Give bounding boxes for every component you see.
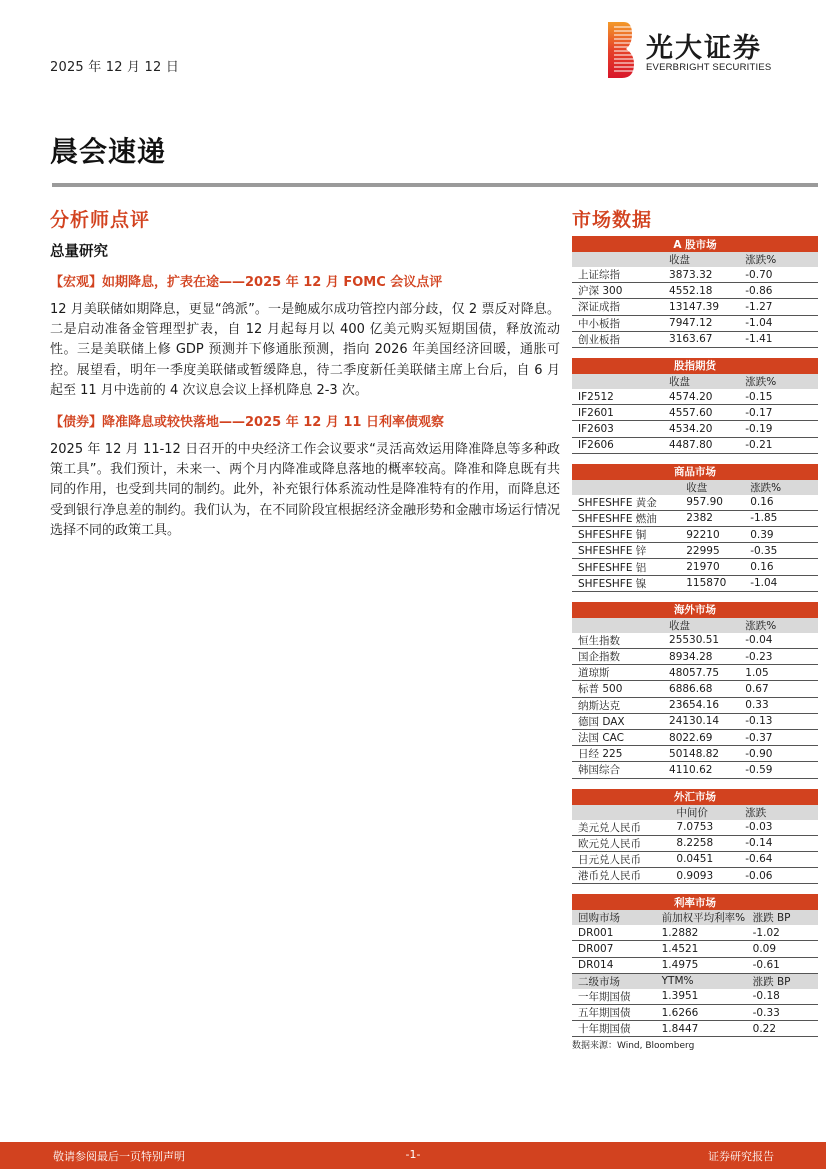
logo-chinese-name: 光大证券: [646, 33, 762, 64]
row-value: 1.4975: [656, 957, 747, 973]
row-change: -1.85: [744, 510, 818, 526]
row-value: 1.2882: [656, 925, 747, 941]
row-label: 日元兑人民币: [572, 851, 670, 867]
header-cell: 回购市场: [572, 910, 656, 925]
row-label: 深证成指: [572, 299, 663, 315]
row-label: 五年期国债: [572, 1005, 656, 1021]
row-change: -0.21: [739, 437, 818, 453]
row-value: 3873.32: [663, 267, 739, 283]
header-cell: [572, 374, 663, 389]
row-label: 欧元兑人民币: [572, 835, 670, 851]
commodities-caption: 商品市场: [572, 464, 818, 480]
commodities-table: [572, 464, 818, 592]
row-change: -0.70: [739, 267, 818, 283]
market-data-panel: [572, 205, 818, 1051]
row-value: 3163.67: [663, 331, 739, 347]
header-cell: [572, 805, 670, 820]
table-row: [572, 267, 818, 283]
rates-caption: 利率市场: [572, 894, 818, 910]
row-value: 25530.51: [663, 633, 739, 649]
row-label: SHFESHFE 黄金: [572, 495, 680, 511]
row-value: 1.4521: [656, 941, 747, 957]
row-label: 恒生指数: [572, 633, 663, 649]
a-share-caption: A 股市场: [572, 236, 818, 252]
row-value: 8.2258: [670, 835, 739, 851]
table-row: [572, 437, 818, 453]
header-cell: YTM%: [656, 973, 747, 989]
row-label: DR001: [572, 925, 656, 941]
row-change: -0.37: [739, 729, 818, 745]
overseas-caption: 海外市场: [572, 602, 818, 618]
index-futures-table: [572, 358, 818, 454]
row-label: SHFESHFE 锌: [572, 543, 680, 559]
header-cell: 收盘: [663, 252, 739, 267]
row-change: 0.33: [739, 697, 818, 713]
row-change: -0.59: [739, 762, 818, 778]
table-row: [572, 633, 818, 649]
row-change: -1.41: [739, 331, 818, 347]
header-cell: 涨跌 BP: [747, 973, 818, 989]
row-value: 0.9093: [670, 868, 739, 884]
row-change: -1.04: [744, 575, 818, 591]
table-row: [572, 575, 818, 591]
article-title-bond[interactable]: 【债券】降准降息或较快落地——2025 年 12 月 11 日利率债观察: [50, 415, 444, 431]
row-label: 上证综指: [572, 267, 663, 283]
header-cell: [572, 252, 663, 267]
row-label: 沪深 300: [572, 283, 663, 299]
table-row: [572, 697, 818, 713]
rates-table: [572, 894, 818, 1037]
row-change: -0.17: [739, 405, 818, 421]
row-value: 6886.68: [663, 681, 739, 697]
row-change: -0.04: [739, 633, 818, 649]
row-label: 法国 CAC: [572, 729, 663, 745]
row-label: 创业板指: [572, 331, 663, 347]
row-label: SHFESHFE 铜: [572, 527, 680, 543]
row-value: 4574.20: [663, 389, 739, 405]
article-body-bond: 2025 年 12 月 11-12 日召开的中央经济工作会议要求“灵活高效运用降准降息等多种政策工具”。我们预计，未来一、两个月内降准或降息落地的概率较高。降准和降息既有共同的作用，也受到共同的制约。此外，补充银行体系流动性是降准特有的作用，而降息还受到银行净息差的制约。我们认为，在不同阶段宜根据经济金融形势和金融市场运行情况选择不同的政策工具。: [50, 442, 560, 538]
row-change: -0.61: [747, 957, 818, 973]
table-row: [572, 559, 818, 575]
table-row: [572, 851, 818, 867]
table-row: [572, 820, 818, 836]
header-cell: 涨跌%: [744, 480, 818, 495]
row-label: IF2512: [572, 389, 663, 405]
row-value: 8934.28: [663, 649, 739, 665]
row-label: 德国 DAX: [572, 713, 663, 729]
row-value: 22995: [680, 543, 744, 559]
header-cell: 收盘: [663, 374, 739, 389]
row-value: 21970: [680, 559, 744, 575]
footer-report-type: 证券研究报告: [708, 1150, 774, 1163]
footer-disclaimer-link[interactable]: 敬请参阅最后一页特别声明: [53, 1150, 185, 1163]
header-cell: 收盘: [680, 480, 744, 495]
row-value: 4110.62: [663, 762, 739, 778]
header-cell: 中间价: [670, 805, 739, 820]
row-change: -0.15: [739, 389, 818, 405]
row-label: 纳斯达克: [572, 697, 663, 713]
fx-table: [572, 789, 818, 885]
row-change: -0.18: [747, 989, 818, 1005]
row-label: 韩国综合: [572, 762, 663, 778]
article-body-macro: 12 月美联储如期降息，更显“鸽派”。一是鲍威尔成功管控内部分歧，仅 2 票反对降息。二是启动准备金管理型扩表，自 12 月起每月以 400 亿美元购买短期国债，释放流动性。三是美联储上修 GDP 预测并下修通胀预测，指向 2026 年美国经济回暖，通胀可控。展望看，明年一季度美联储或暂缓降息，待二季度新任美联储主席上台后，自 6 月起至 11 月中选前的 4 次议息会议上择机降息 2-3 次。: [50, 302, 560, 398]
row-label: IF2606: [572, 437, 663, 453]
header-cell: 前加权平均利率%: [656, 910, 747, 925]
market-section-title: 市场数据: [572, 209, 653, 231]
macro-research-subtitle: 总量研究: [50, 244, 108, 260]
a-share-table: [572, 236, 818, 348]
table-row: [572, 729, 818, 745]
row-change: 0.22: [747, 1021, 818, 1037]
row-value: 8022.69: [663, 729, 739, 745]
table-row: [572, 762, 818, 778]
row-label: SHFESHFE 铝: [572, 559, 680, 575]
row-value: 50148.82: [663, 746, 739, 762]
table-row: [572, 283, 818, 299]
row-value: 1.3951: [656, 989, 747, 1005]
table-row: [572, 649, 818, 665]
analyst-commentary: [50, 205, 560, 551]
row-label: 一年期国债: [572, 989, 656, 1005]
row-value: 1.8447: [656, 1021, 747, 1037]
report-date: 2025 年 12 月 12 日: [50, 60, 180, 75]
index-futures-caption: 股指期货: [572, 358, 818, 374]
page-footer: [0, 1142, 826, 1169]
row-label: 港币兑人民币: [572, 868, 670, 884]
row-value: 957.90: [680, 495, 744, 511]
everbright-logo-icon: [608, 22, 634, 78]
row-label: DR014: [572, 957, 656, 973]
row-change: -0.13: [739, 713, 818, 729]
header-cell: 涨跌%: [739, 374, 818, 389]
row-change: -0.33: [747, 1005, 818, 1021]
row-value: 4534.20: [663, 421, 739, 437]
header-cell: 收盘: [663, 618, 739, 633]
table-row: [572, 299, 818, 315]
row-value: 24130.14: [663, 713, 739, 729]
table-row: [572, 495, 818, 511]
row-value: 7947.12: [663, 315, 739, 331]
row-change: 0.16: [744, 559, 818, 575]
row-change: -0.35: [744, 543, 818, 559]
table-row: [572, 421, 818, 437]
row-value: 115870: [680, 575, 744, 591]
row-label: 国企指数: [572, 649, 663, 665]
row-change: -1.27: [739, 299, 818, 315]
overseas-table: [572, 602, 818, 779]
header-cell: 涨跌: [739, 805, 818, 820]
table-row: [572, 746, 818, 762]
table-row: [572, 405, 818, 421]
row-value: 0.0451: [670, 851, 739, 867]
row-change: 1.05: [739, 665, 818, 681]
row-change: -0.86: [739, 283, 818, 299]
table-row: [572, 941, 818, 957]
page-title: 晨会速递: [50, 135, 167, 168]
analyst-section-title: 分析师点评: [50, 209, 151, 231]
row-label: IF2603: [572, 421, 663, 437]
table-row: [572, 331, 818, 347]
table-row: [572, 681, 818, 697]
row-label: 日经 225: [572, 746, 663, 762]
table-row: [572, 868, 818, 884]
article-title-macro[interactable]: 【宏观】如期降息，扩表在途——2025 年 12 月 FOMC 会议点评: [50, 275, 443, 290]
row-value: 4557.60: [663, 405, 739, 421]
table-row: [572, 1021, 818, 1037]
row-value: 7.0753: [670, 820, 739, 836]
table-row: [572, 1005, 818, 1021]
row-value: 4552.18: [663, 283, 739, 299]
row-label: 中小板指: [572, 315, 663, 331]
header-cell: 二级市场: [572, 973, 656, 989]
table-row: [572, 315, 818, 331]
row-label: 道琼斯: [572, 665, 663, 681]
row-label: SHFESHFE 燃油: [572, 510, 680, 526]
header-cell: 涨跌%: [739, 252, 818, 267]
logo-english-name: EVERBRIGHT SECURITIES: [646, 62, 772, 73]
row-change: 0.39: [744, 527, 818, 543]
row-change: 0.16: [744, 495, 818, 511]
row-change: -0.03: [739, 820, 818, 836]
row-label: 十年期国债: [572, 1021, 656, 1037]
header-cell: 涨跌%: [739, 618, 818, 633]
row-change: -0.06: [739, 868, 818, 884]
row-value: 13147.39: [663, 299, 739, 315]
row-label: IF2601: [572, 405, 663, 421]
header-cell: 涨跌 BP: [747, 910, 818, 925]
row-change: -0.23: [739, 649, 818, 665]
row-change: -0.14: [739, 835, 818, 851]
table-row: [572, 957, 818, 973]
title-divider: [52, 183, 818, 187]
row-change: -1.02: [747, 925, 818, 941]
fx-caption: 外汇市场: [572, 789, 818, 805]
table-row: [572, 925, 818, 941]
row-label: DR007: [572, 941, 656, 957]
page-number: -1-: [405, 1148, 421, 1161]
table-row: [572, 543, 818, 559]
row-change: -0.19: [739, 421, 818, 437]
table-row: [572, 527, 818, 543]
row-value: 23654.16: [663, 697, 739, 713]
header-cell: [572, 480, 680, 495]
header-cell: [572, 618, 663, 633]
row-label: 美元兑人民币: [572, 820, 670, 836]
row-value: 2382: [680, 510, 744, 526]
row-value: 92210: [680, 527, 744, 543]
row-value: 48057.75: [663, 665, 739, 681]
row-value: 4487.80: [663, 437, 739, 453]
row-label: SHFESHFE 镍: [572, 575, 680, 591]
table-row: [572, 989, 818, 1005]
row-label: 标普 500: [572, 681, 663, 697]
table-row: [572, 389, 818, 405]
row-change: -0.64: [739, 851, 818, 867]
everbright-logo: [608, 22, 808, 80]
table-row: [572, 665, 818, 681]
row-change: 0.67: [739, 681, 818, 697]
row-change: -1.04: [739, 315, 818, 331]
data-source-note: 数据来源：Wind, Bloomberg: [572, 1041, 695, 1052]
table-row: [572, 713, 818, 729]
table-row: [572, 835, 818, 851]
row-value: 1.6266: [656, 1005, 747, 1021]
table-row: [572, 510, 818, 526]
row-change: 0.09: [747, 941, 818, 957]
row-change: -0.90: [739, 746, 818, 762]
